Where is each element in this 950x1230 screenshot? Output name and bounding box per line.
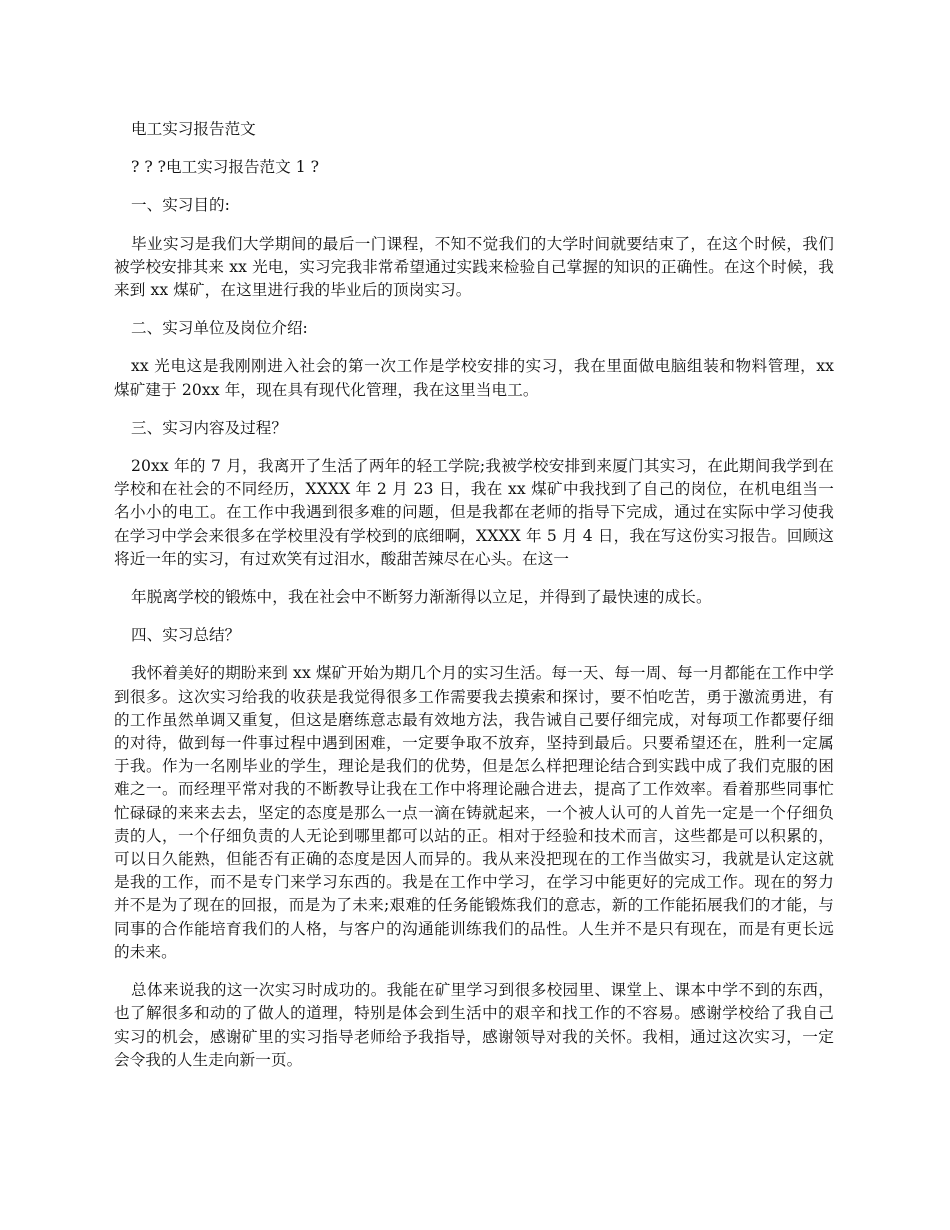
document-title: 电工实习报告范文 — [131, 120, 256, 138]
paragraph-summary-2: 总体来说我的这一次实习时成功的。我能在矿里学习到很多校园里、课堂上、课本中学不到的东西，也了解很多和动的了做人的道理，特别是体会到生活中的艰辛和找工作的不容易。感谢学校给了我自己实习的机会，感谢矿里的实习指导老师给予我指导，感谢领导对我的关怀。我相，通过这次实习，一定会令我的人生走向新一页。 — [114, 981, 834, 1069]
spacer — [114, 964, 834, 979]
section-heading-content: 三、实习内容及过程？ — [131, 418, 287, 437]
section-heading-unit: 二、实习单位及岗位介绍: — [131, 319, 308, 338]
section-heading-summary: 四、实习总结？ — [131, 626, 241, 645]
spacer — [114, 647, 834, 662]
paragraph-content-2: 年脱离学校的锻炼中，我在社会中不断努力渐渐得以立足，并得到了最快速的成长。 — [131, 588, 712, 607]
paragraph-unit: xx 光电这是我刚刚进入社会的第一次工作是学校安排的实习，我在里面做电脑组装和物料管理，xx 煤矿建于 20xx 年，现在具有现代化管理，我在这里当电工。 — [114, 357, 834, 399]
spacer — [114, 179, 834, 194]
spacer — [114, 218, 834, 233]
spacer — [114, 402, 834, 417]
paragraph-content-1: 20xx 年的 7 月，我离开了生活了两年的轻工学院;我被学校安排到来厦门其实习，在此期间我学到在学校和在社会的不同经历，XXXX 年 2 月 23 日，我在 xx 煤矿中我找到了自己的岗位，在机电组当一名小小的电工。在工作中我遇到很多难的问题，但是我都在老师的指导下完成，通过在实际中学习使我在学习中学会来很多在学校里没有学校到的底细啊，XXXX 年 5 月 4 日，我在写这份实习报告。回顾这将近一年的实习，有过欢笑有过泪水，酸甜苦辣尽在心头。在这一 — [114, 457, 834, 568]
spacer — [114, 440, 834, 455]
spacer — [114, 571, 834, 586]
document-subtitle: ? ? ?电工实习报告范文 1 ? — [131, 158, 319, 177]
document-page — [114, 118, 834, 1072]
spacer — [114, 340, 834, 355]
spacer — [114, 609, 834, 624]
paragraph-summary-1: 我怀着美好的期盼来到 xx 煤矿开始为期几个月的实习生活。每一天、每一周、每一月都能在工作中学到很多。这次实习给我的收获是我觉得很多工作需要我去摸索和探讨，要不怕吃苦，勇于激流勇进，有的工作虽然单调又重复，但这是磨练意志最有效地方法，我告诫自己要仔细完成，对每项工作都要仔细的对待，做到每一件事过程中遇到困难，一定要争取不放弃，坚持到最后。只要希望还在，胜利一定属于我。作为一名刚毕业的学生，理论是我们的优势，但是怎么样把理论结合到实践中成了我们克服的困难之一。而经理平常对我的不断教导让我在工作中将理论融合进去，提高了工作效率。看着那些同事忙忙碌碌的来来去去，坚定的态度是那么一点一滴在铸就起来，一个被人认可的人首先一定是一个仔细负责的人，一个仔细负责的人无论到哪里都可以站的正。相对于经验和技术而言，这些都是可以积累的，可以日久能熟，但能否有正确的态度是因人而异的。我从来没把现在的工作当做实习，我就是认定这就是我的工作，而不是专门来学习东西的。我是在工作中学习，在学习中能更好的完成工作。现在的努力并不是为了现在的回报，而是为了未来;艰难的任务能锻炼我们的意志，新的工作能拓展我们的才能，与同事的合作能培育我们的人格，与客户的沟通能训练我们的品性。人生并不是只有现在，而是有更长远的未来。 — [114, 664, 834, 961]
section-heading-purpose: 一、实习目的: — [131, 196, 230, 215]
paragraph-purpose: 毕业实习是我们大学期间的最后一门课程，不知不觉我们的大学时间就要结束了，在这个时候，我们被学校安排其来 xx 光电，实习完我非常希望通过实践来检验自己掌握的知识的正确性。在这个时候，我来到 xx 煤矿，在这里进行我的毕业后的顶岗实习。 — [114, 234, 834, 300]
spacer — [114, 141, 834, 156]
spacer — [114, 302, 834, 317]
